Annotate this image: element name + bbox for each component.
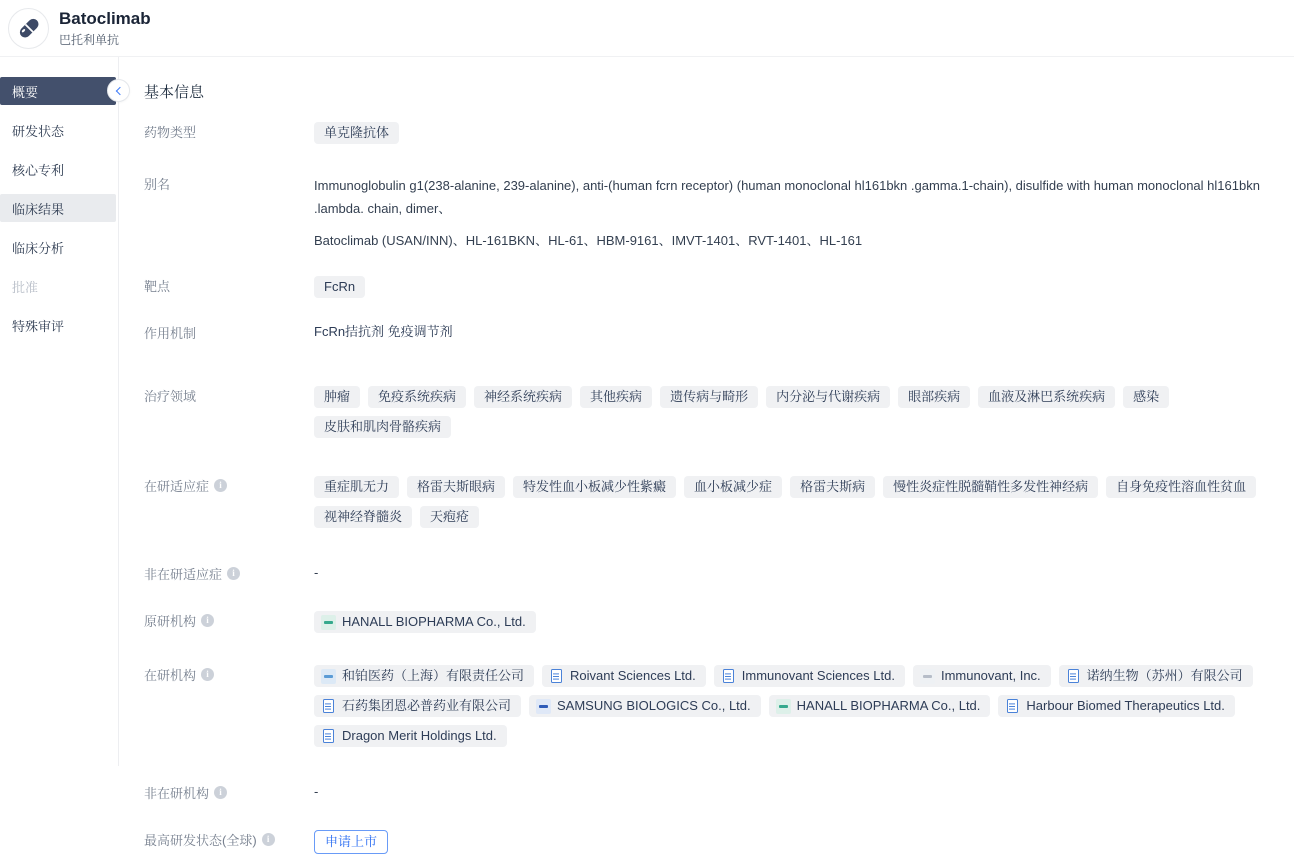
company-logo-icon bbox=[920, 669, 935, 684]
indication-tag[interactable]: 自身免疫性溶血性贫血 bbox=[1106, 476, 1256, 498]
info-icon[interactable] bbox=[201, 668, 214, 681]
info-icon[interactable] bbox=[227, 567, 240, 580]
sidebar-nav bbox=[0, 57, 118, 766]
target-tag[interactable]: FcRn bbox=[314, 276, 365, 298]
company-logo-icon bbox=[321, 615, 336, 630]
field-row-highest-status bbox=[144, 826, 1280, 854]
sidebar-item[interactable] bbox=[0, 311, 116, 339]
indication-tag[interactable]: 格雷夫斯眼病 bbox=[407, 476, 505, 498]
page-subtitle: 巴托利单抗 bbox=[59, 32, 120, 47]
field-label: 在研机构 bbox=[144, 668, 197, 683]
drug-type-tag: 单克隆抗体 bbox=[314, 122, 399, 144]
therapy-area-tag[interactable]: 其他疾病 bbox=[580, 386, 652, 408]
organization-name: HANALL BIOPHARMA Co., Ltd. bbox=[342, 614, 526, 629]
field-label: 原研机构 bbox=[144, 614, 197, 629]
field-label: 在研适应症 bbox=[144, 479, 210, 494]
organization-tag[interactable] bbox=[714, 665, 905, 687]
inactive-indications-value: - bbox=[314, 565, 319, 580]
therapy-area-tag[interactable]: 皮肤和肌肉骨骼疾病 bbox=[314, 416, 451, 438]
status-badge[interactable]: 申请上市 bbox=[314, 830, 388, 854]
company-logo-icon bbox=[1005, 699, 1020, 714]
sidebar-item-label: 研发状态 bbox=[12, 123, 65, 139]
organization-name: 和铂医药（上海）有限责任公司 bbox=[342, 668, 525, 683]
field-label: 最高研发状态(全球) bbox=[144, 833, 257, 848]
page-title: Batoclimab bbox=[59, 8, 151, 28]
sidebar-item-label: 批准 bbox=[12, 279, 39, 295]
company-logo-icon bbox=[321, 669, 336, 684]
organization-name: 石药集团恩必普药业有限公司 bbox=[342, 698, 512, 713]
field-row-active-indications bbox=[144, 472, 1280, 528]
organization-tag[interactable] bbox=[314, 695, 521, 717]
field-label: 非在研机构 bbox=[144, 786, 210, 801]
indication-tag[interactable]: 慢性炎症性脱髓鞘性多发性神经病 bbox=[883, 476, 1098, 498]
field-label: 药物类型 bbox=[144, 125, 197, 140]
field-row-moa bbox=[144, 319, 1280, 342]
info-icon[interactable] bbox=[201, 614, 214, 627]
capsule-icon bbox=[16, 15, 42, 41]
field-row-therapy-areas bbox=[144, 382, 1280, 438]
indication-tag[interactable]: 视神经脊髓炎 bbox=[314, 506, 412, 528]
organization-tag[interactable] bbox=[1059, 665, 1253, 687]
therapy-area-tag[interactable]: 内分泌与代谢疾病 bbox=[766, 386, 890, 408]
sidebar-item-label: 核心专利 bbox=[12, 162, 65, 178]
sidebar-item[interactable] bbox=[0, 116, 116, 144]
therapy-area-tag[interactable]: 神经系统疾病 bbox=[474, 386, 572, 408]
field-label: 非在研适应症 bbox=[144, 567, 223, 582]
field-label: 作用机制 bbox=[144, 326, 197, 341]
sidebar-item[interactable] bbox=[0, 194, 116, 222]
organization-name: Dragon Merit Holdings Ltd. bbox=[342, 728, 497, 743]
therapy-area-tag[interactable]: 肿瘤 bbox=[314, 386, 360, 408]
inactive-orgs-value: - bbox=[314, 784, 319, 799]
therapy-area-tag[interactable]: 血液及淋巴系统疾病 bbox=[978, 386, 1115, 408]
organization-name: Immunovant, Inc. bbox=[940, 668, 1041, 683]
indication-tag[interactable]: 重症肌无力 bbox=[314, 476, 399, 498]
therapy-area-tag[interactable]: 遗传病与畸形 bbox=[660, 386, 758, 408]
page-header bbox=[0, 0, 1294, 57]
info-icon[interactable] bbox=[262, 833, 275, 846]
field-label: 别名 bbox=[144, 177, 171, 192]
sidebar-item-label: 临床分析 bbox=[12, 240, 65, 256]
organization-tag[interactable] bbox=[542, 665, 706, 687]
sidebar-item-label: 概要 bbox=[12, 84, 39, 100]
field-label: 靶点 bbox=[144, 279, 171, 294]
company-logo-icon bbox=[549, 669, 564, 684]
indication-tag[interactable]: 格雷夫斯病 bbox=[790, 476, 875, 498]
organization-tag[interactable] bbox=[314, 665, 534, 687]
field-row-drug-type bbox=[144, 118, 1280, 144]
info-icon[interactable] bbox=[214, 479, 227, 492]
info-icon[interactable] bbox=[214, 786, 227, 799]
organization-name: Roivant Sciences Ltd. bbox=[570, 668, 696, 683]
sidebar-item[interactable] bbox=[0, 233, 116, 261]
indication-tag[interactable]: 血小板减少症 bbox=[684, 476, 782, 498]
sidebar-item[interactable] bbox=[0, 77, 116, 105]
organization-name: 诺纳生物（苏州）有限公司 bbox=[1086, 668, 1243, 683]
organization-name: Harbour Biomed Therapeutics Ltd. bbox=[1026, 698, 1225, 713]
drug-logo bbox=[8, 8, 49, 49]
company-logo-icon bbox=[321, 699, 336, 714]
field-row-target bbox=[144, 272, 1280, 298]
field-row-inactive-orgs bbox=[144, 779, 1280, 802]
collapse-panel-button[interactable] bbox=[107, 79, 130, 102]
organization-tag[interactable] bbox=[769, 695, 991, 717]
company-logo-icon bbox=[321, 729, 336, 744]
main-content bbox=[118, 57, 1294, 849]
organization-name: Immunovant Sciences Ltd. bbox=[741, 668, 895, 683]
alias-text-1: Immunoglobulin g1(238-alanine, 239-alanine), anti-(human fcrn receptor) (human monoclonal hl161bkn .gamma.1-chain), disulfide with human monoclonal hl161bkn .lambda. chain, dimer、 bbox=[314, 178, 1260, 216]
sidebar-item[interactable] bbox=[0, 155, 116, 183]
sidebar-item-label: 特殊审评 bbox=[12, 318, 65, 334]
company-logo-icon bbox=[721, 669, 736, 684]
company-logo-icon bbox=[1066, 669, 1081, 684]
field-row-active-orgs bbox=[144, 661, 1280, 747]
field-row-inactive-indications bbox=[144, 560, 1280, 583]
moa-value: FcRn拮抗剂 免疫调节剂 bbox=[314, 324, 453, 339]
organization-tag[interactable] bbox=[913, 665, 1051, 687]
sidebar-item[interactable] bbox=[0, 272, 116, 300]
sidebar-item-label: 临床结果 bbox=[12, 201, 65, 217]
organization-name: SAMSUNG BIOLOGICS Co., Ltd. bbox=[557, 698, 751, 713]
field-row-originator bbox=[144, 607, 1280, 633]
organization-tag[interactable] bbox=[314, 611, 536, 633]
company-logo-icon bbox=[776, 699, 791, 714]
organization-tag[interactable] bbox=[314, 725, 507, 747]
alias-text-2: Batoclimab (USAN/INN)、HL-161BKN、HL-61、HBM-9161、IMVT-1401、RVT-1401、HL-161 bbox=[314, 233, 863, 248]
therapy-area-tag[interactable]: 眼部疾病 bbox=[898, 386, 970, 408]
therapy-area-tag[interactable]: 感染 bbox=[1123, 386, 1169, 408]
company-logo-icon bbox=[536, 699, 551, 714]
field-row-alias bbox=[144, 170, 1280, 252]
chevron-left-icon bbox=[115, 86, 123, 94]
organization-tag[interactable] bbox=[998, 695, 1234, 717]
indication-tag[interactable]: 天疱疮 bbox=[420, 506, 479, 528]
indication-tag[interactable]: 特发性血小板减少性紫癜 bbox=[513, 476, 676, 498]
field-label: 治疗领域 bbox=[144, 389, 197, 404]
therapy-area-tag[interactable]: 免疫系统疾病 bbox=[368, 386, 466, 408]
section-title: 基本信息 bbox=[144, 84, 205, 101]
organization-name: HANALL BIOPHARMA Co., Ltd. bbox=[796, 698, 981, 713]
organization-tag[interactable] bbox=[529, 695, 761, 717]
